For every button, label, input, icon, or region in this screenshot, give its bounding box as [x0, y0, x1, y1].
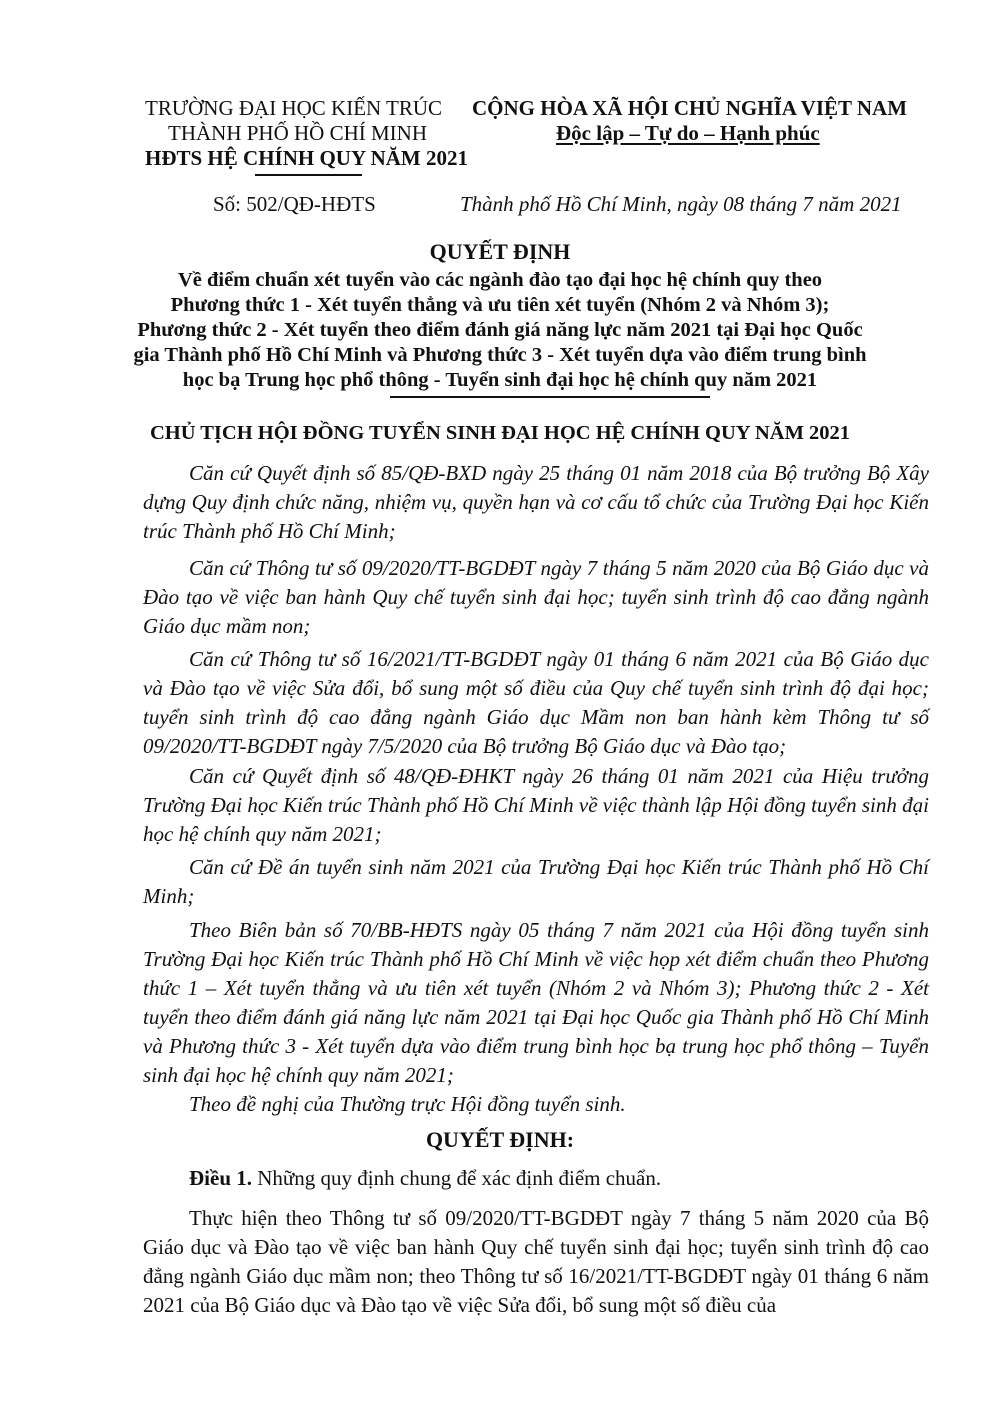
- subtitle-line: Phương thức 1 - Xét tuyển thẳng và ưu tiên xét tuyển (Nhóm 2 và Nhóm 3);: [170, 294, 830, 316]
- body-paragraph: Thực hiện theo Thông tư số 09/2020/TT-BGDĐT ngày 7 tháng 5 năm 2020 của Bộ Giáo dục và Đào tạo về việc ban hành Quy chế tuyển sinh đại học; tuyển sinh trình độ cao đẳng ngành Giáo dục mầm non; theo Thông tư số 16/2021/TT-BGDĐT ngày 01 tháng 6 năm 2021 của Bộ Giáo dục và Đào tạo về việc Sửa đổi, bổ sung một số điều của: [143, 1206, 929, 1317]
- subtitle-line: học bạ Trung học phổ thông - Tuyển sinh đại học hệ chính quy năm 2021: [182, 369, 818, 391]
- authority-title: CHỦ TỊCH HỘI ĐỒNG TUYỂN SINH ĐẠI HỌC HỆ CHÍNH QUY NĂM 2021: [149, 422, 851, 444]
- decision-subtitle: [120, 268, 880, 393]
- subtitle-line: gia Thành phố Hồ Chí Minh và Phương thức 3 - Xét tuyển dựa vào điểm trung bình: [133, 344, 867, 366]
- article-1-text: Những quy định chung để xác định điểm chuẩn.: [252, 1166, 662, 1190]
- country-name: CỘNG HÒA XÃ HỘI CHỦ NGHĨA VIỆT NAM: [472, 96, 908, 120]
- legal-basis-4: Căn cứ Quyết định số 48/QĐ-ĐHKT ngày 26 tháng 01 năm 2021 của Hiệu trưởng Trường Đại học Kiến trúc Thành phố Hồ Chí Minh về việc thành lập Hội đồng tuyển sinh đại học hệ chính quy năm 2021;: [143, 764, 929, 846]
- place-date: Thành phố Hồ Chí Minh, ngày 08 tháng 7 năm 2021: [460, 192, 902, 216]
- legal-basis-5: Căn cứ Đề án tuyển sinh năm 2021 của Trường Đại học Kiến trúc Thành phố Hồ Chí Minh;: [143, 855, 929, 908]
- decision-heading: QUYẾT ĐỊNH:: [425, 1127, 575, 1152]
- legal-basis-7: Theo đề nghị của Thường trực Hội đồng tuyển sinh.: [189, 1092, 626, 1116]
- school-name-line1: TRƯỜNG ĐẠI HỌC KIẾN TRÚC: [145, 96, 443, 120]
- article-1: [143, 1164, 929, 1193]
- legal-basis-3: Căn cứ Thông tư số 16/2021/TT-BGDĐT ngày 01 tháng 6 năm 2021 của Bộ Giáo dục và Đào tạo về việc Sửa đổi, bổ sung một số điều của Quy chế tuyển sinh trình độ đại học; tuyển sinh trình độ cao đẳng ngành Giáo dục Mầm non ban hành kèm Thông tư số 09/2020/TT-BGDĐT ngày 7/5/2020 của Bộ trưởng Bộ Giáo dục và Đào tạo;: [143, 647, 929, 758]
- document-number: Số: 502/QĐ-HĐTS: [213, 192, 376, 216]
- article-1-label: Điều 1.: [189, 1166, 252, 1190]
- header-left-underline: [255, 174, 362, 176]
- council-name: HĐTS HỆ CHÍNH QUY NĂM 2021: [145, 146, 468, 170]
- legal-basis-1: Căn cứ Quyết định số 85/QĐ-BXD ngày 25 tháng 01 năm 2018 của Bộ trưởng Bộ Xây dựng Quy định chức năng, nhiệm vụ, quyền hạn và cơ cấu tổ chức của Trường Đại học Kiến trúc Thành phố Hồ Chí Minh;: [143, 461, 929, 543]
- subtitle-line: Về điểm chuẩn xét tuyển vào các ngành đào tạo đại học hệ chính quy theo: [177, 269, 823, 291]
- decision-title: QUYẾT ĐỊNH: [429, 239, 571, 264]
- subtitle-line: Phương thức 2 - Xét tuyển theo điểm đánh giá năng lực năm 2021 tại Đại học Quốc: [137, 319, 863, 341]
- legal-basis-2: Căn cứ Thông tư số 09/2020/TT-BGDĐT ngày 7 tháng 5 năm 2020 của Bộ Giáo dục và Đào tạo về việc ban hành Quy chế tuyển sinh đại học; tuyển sinh trình độ cao đẳng ngành Giáo dục mầm non;: [143, 556, 929, 638]
- subtitle-underline: [390, 396, 710, 398]
- legal-basis-6: Theo Biên bản số 70/BB-HĐTS ngày 05 tháng 7 năm 2021 của Hội đồng tuyển sinh Trường Đại học Kiến trúc Thành phố Hồ Chí Minh về việc họp xét điểm chuẩn theo Phương thức 1 – Xét tuyển thẳng và ưu tiên xét tuyển (Nhóm 2 và Nhóm 3); Phương thức 2 - Xét tuyển theo điểm đánh giá năng lực năm 2021 tại Đại học Quốc gia Thành phố Hồ Chí Minh và Phương thức 3 - Xét tuyển dựa vào điểm trung bình học bạ trung học phổ thông – Tuyển sinh đại học hệ chính quy năm 2021;: [143, 918, 929, 1087]
- school-name-line2: THÀNH PHỐ HỒ CHÍ MINH: [168, 121, 427, 145]
- motto: Độc lập – Tự do – Hạnh phúc: [556, 121, 820, 145]
